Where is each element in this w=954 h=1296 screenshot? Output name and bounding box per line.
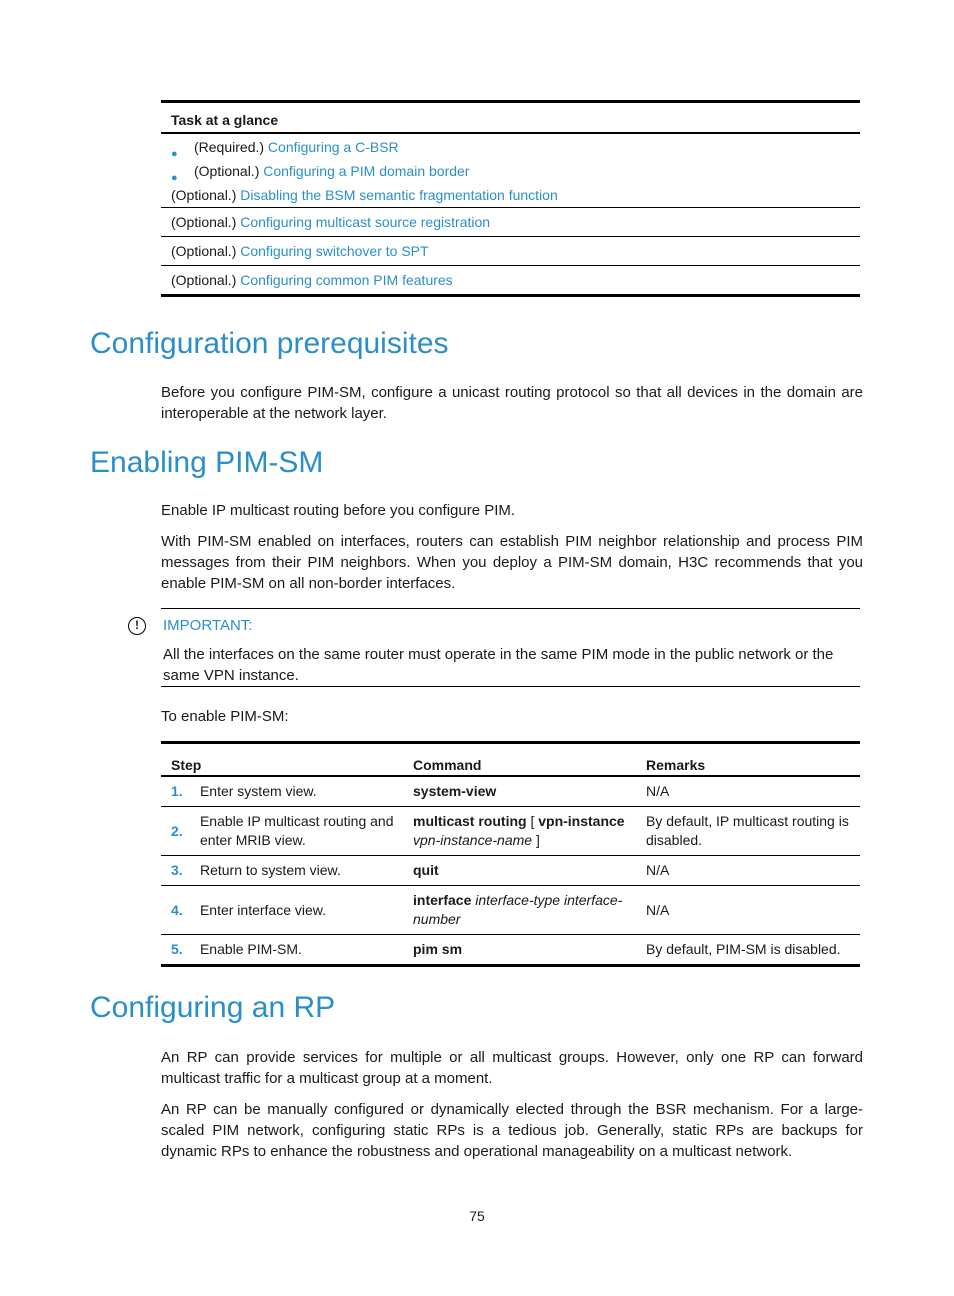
bullet-icon: ●	[171, 148, 178, 160]
link-configuring-multicast-source-registration[interactable]: Configuring multicast source registration	[240, 214, 491, 230]
link-configuring-switchover-to-spt[interactable]: Configuring switchover to SPT	[240, 243, 429, 259]
step-command: system-view	[403, 776, 636, 807]
step-description: Return to system view.	[200, 856, 403, 886]
step-remarks: N/A	[636, 856, 860, 886]
warning-icon: !	[128, 617, 146, 635]
step-number: 3.	[161, 856, 200, 886]
paragraph-rp-configuration: An RP can be manually configured or dynamically elected through the BSR mechanism. For a large-scaled PIM network, configuring static RPs is a tedious job. Generally, static RPs are backups for dynamic RPs to enhance the robustness and operational manageability on a multicast network.	[161, 1101, 863, 1160]
column-header-command: Command	[403, 743, 636, 777]
step-description: Enter interface view.	[200, 886, 403, 935]
step-description: Enter system view.	[200, 776, 403, 807]
task-at-a-glance-table	[161, 100, 860, 297]
step-remarks: N/A	[636, 776, 860, 807]
table-header-row	[161, 743, 860, 777]
table-row	[161, 935, 860, 966]
page-number: 75	[469, 1208, 485, 1224]
table-row	[161, 807, 860, 856]
step-command: quit	[403, 856, 636, 886]
column-header-remarks: Remarks	[636, 743, 860, 777]
table-row	[161, 856, 860, 886]
link-configuring-pim-domain-border[interactable]: Configuring a PIM domain border	[263, 163, 470, 179]
heading-configuration-prerequisites: Configuration prerequisites	[90, 327, 449, 360]
link-configuring-common-pim-features[interactable]: Configuring common PIM features	[240, 272, 453, 288]
column-header-step: Step	[161, 743, 403, 777]
table-row	[161, 886, 860, 935]
heading-configuring-an-rp: Configuring an RP	[90, 991, 336, 1024]
list-item: ● (Optional.) Configuring a PIM domain border	[161, 159, 860, 183]
note-label: IMPORTANT:	[163, 617, 253, 634]
task-table-header: Task at a glance	[161, 103, 860, 134]
step-number: 5.	[161, 935, 200, 966]
paragraph-rp-services: An RP can provide services for multiple or all multicast groups. However, only one RP can forward multicast traffic for a multicast group at a moment.	[161, 1049, 863, 1087]
paragraph-to-enable: To enable PIM-SM:	[161, 708, 289, 725]
paragraph-enable-multicast: Enable IP multicast routing before you configure PIM.	[161, 502, 516, 519]
heading-enabling-pim-sm: Enabling PIM-SM	[90, 446, 324, 479]
bullet-icon: ●	[171, 172, 178, 184]
step-description: Enable IP multicast routing and enter MRIB view.	[200, 807, 403, 856]
step-command: interface interface-type interface-number	[403, 886, 636, 935]
paragraph-prerequisites: Before you configure PIM-SM, configure a unicast routing protocol so that all devices in the domain are interoperable at the network layer.	[161, 384, 863, 422]
steps-table	[161, 741, 860, 967]
paragraph-pim-sm-description: With PIM-SM enabled on interfaces, routers can establish PIM neighbor relationship and process PIM messages from their PIM neighbors. When you deploy a PIM-SM domain, H3C recommends that you enable PIM-SM on all non-border interfaces.	[161, 533, 863, 592]
list-item: ● (Required.) Configuring a C-BSR	[161, 135, 860, 159]
table-row: (Optional.) Configuring common PIM features	[171, 272, 453, 288]
note-text: All the interfaces on the same router must operate in the same PIM mode in the public network or the same VPN instance.	[163, 646, 834, 684]
step-number: 4.	[161, 886, 200, 935]
step-remarks: By default, IP multicast routing is disabled.	[636, 807, 860, 856]
step-description: Enable PIM-SM.	[200, 935, 403, 966]
link-configuring-c-bsr[interactable]: Configuring a C-BSR	[267, 139, 399, 155]
step-command: multicast routing [ vpn-instance vpn-instance-name ]	[403, 807, 636, 856]
step-number: 2.	[161, 807, 200, 856]
step-remarks: By default, PIM-SM is disabled.	[636, 935, 860, 966]
table-row: (Optional.) Disabling the BSM semantic fragmentation function	[171, 187, 558, 203]
step-remarks: N/A	[636, 886, 860, 935]
step-number: 1.	[161, 776, 200, 807]
table-row: (Optional.) Configuring multicast source registration	[171, 214, 491, 230]
table-row: (Optional.) Configuring switchover to SPT	[171, 243, 429, 259]
table-row	[161, 776, 860, 807]
step-command: pim sm	[403, 935, 636, 966]
link-disabling-bsm-fragmentation[interactable]: Disabling the BSM semantic fragmentation function	[240, 187, 558, 203]
